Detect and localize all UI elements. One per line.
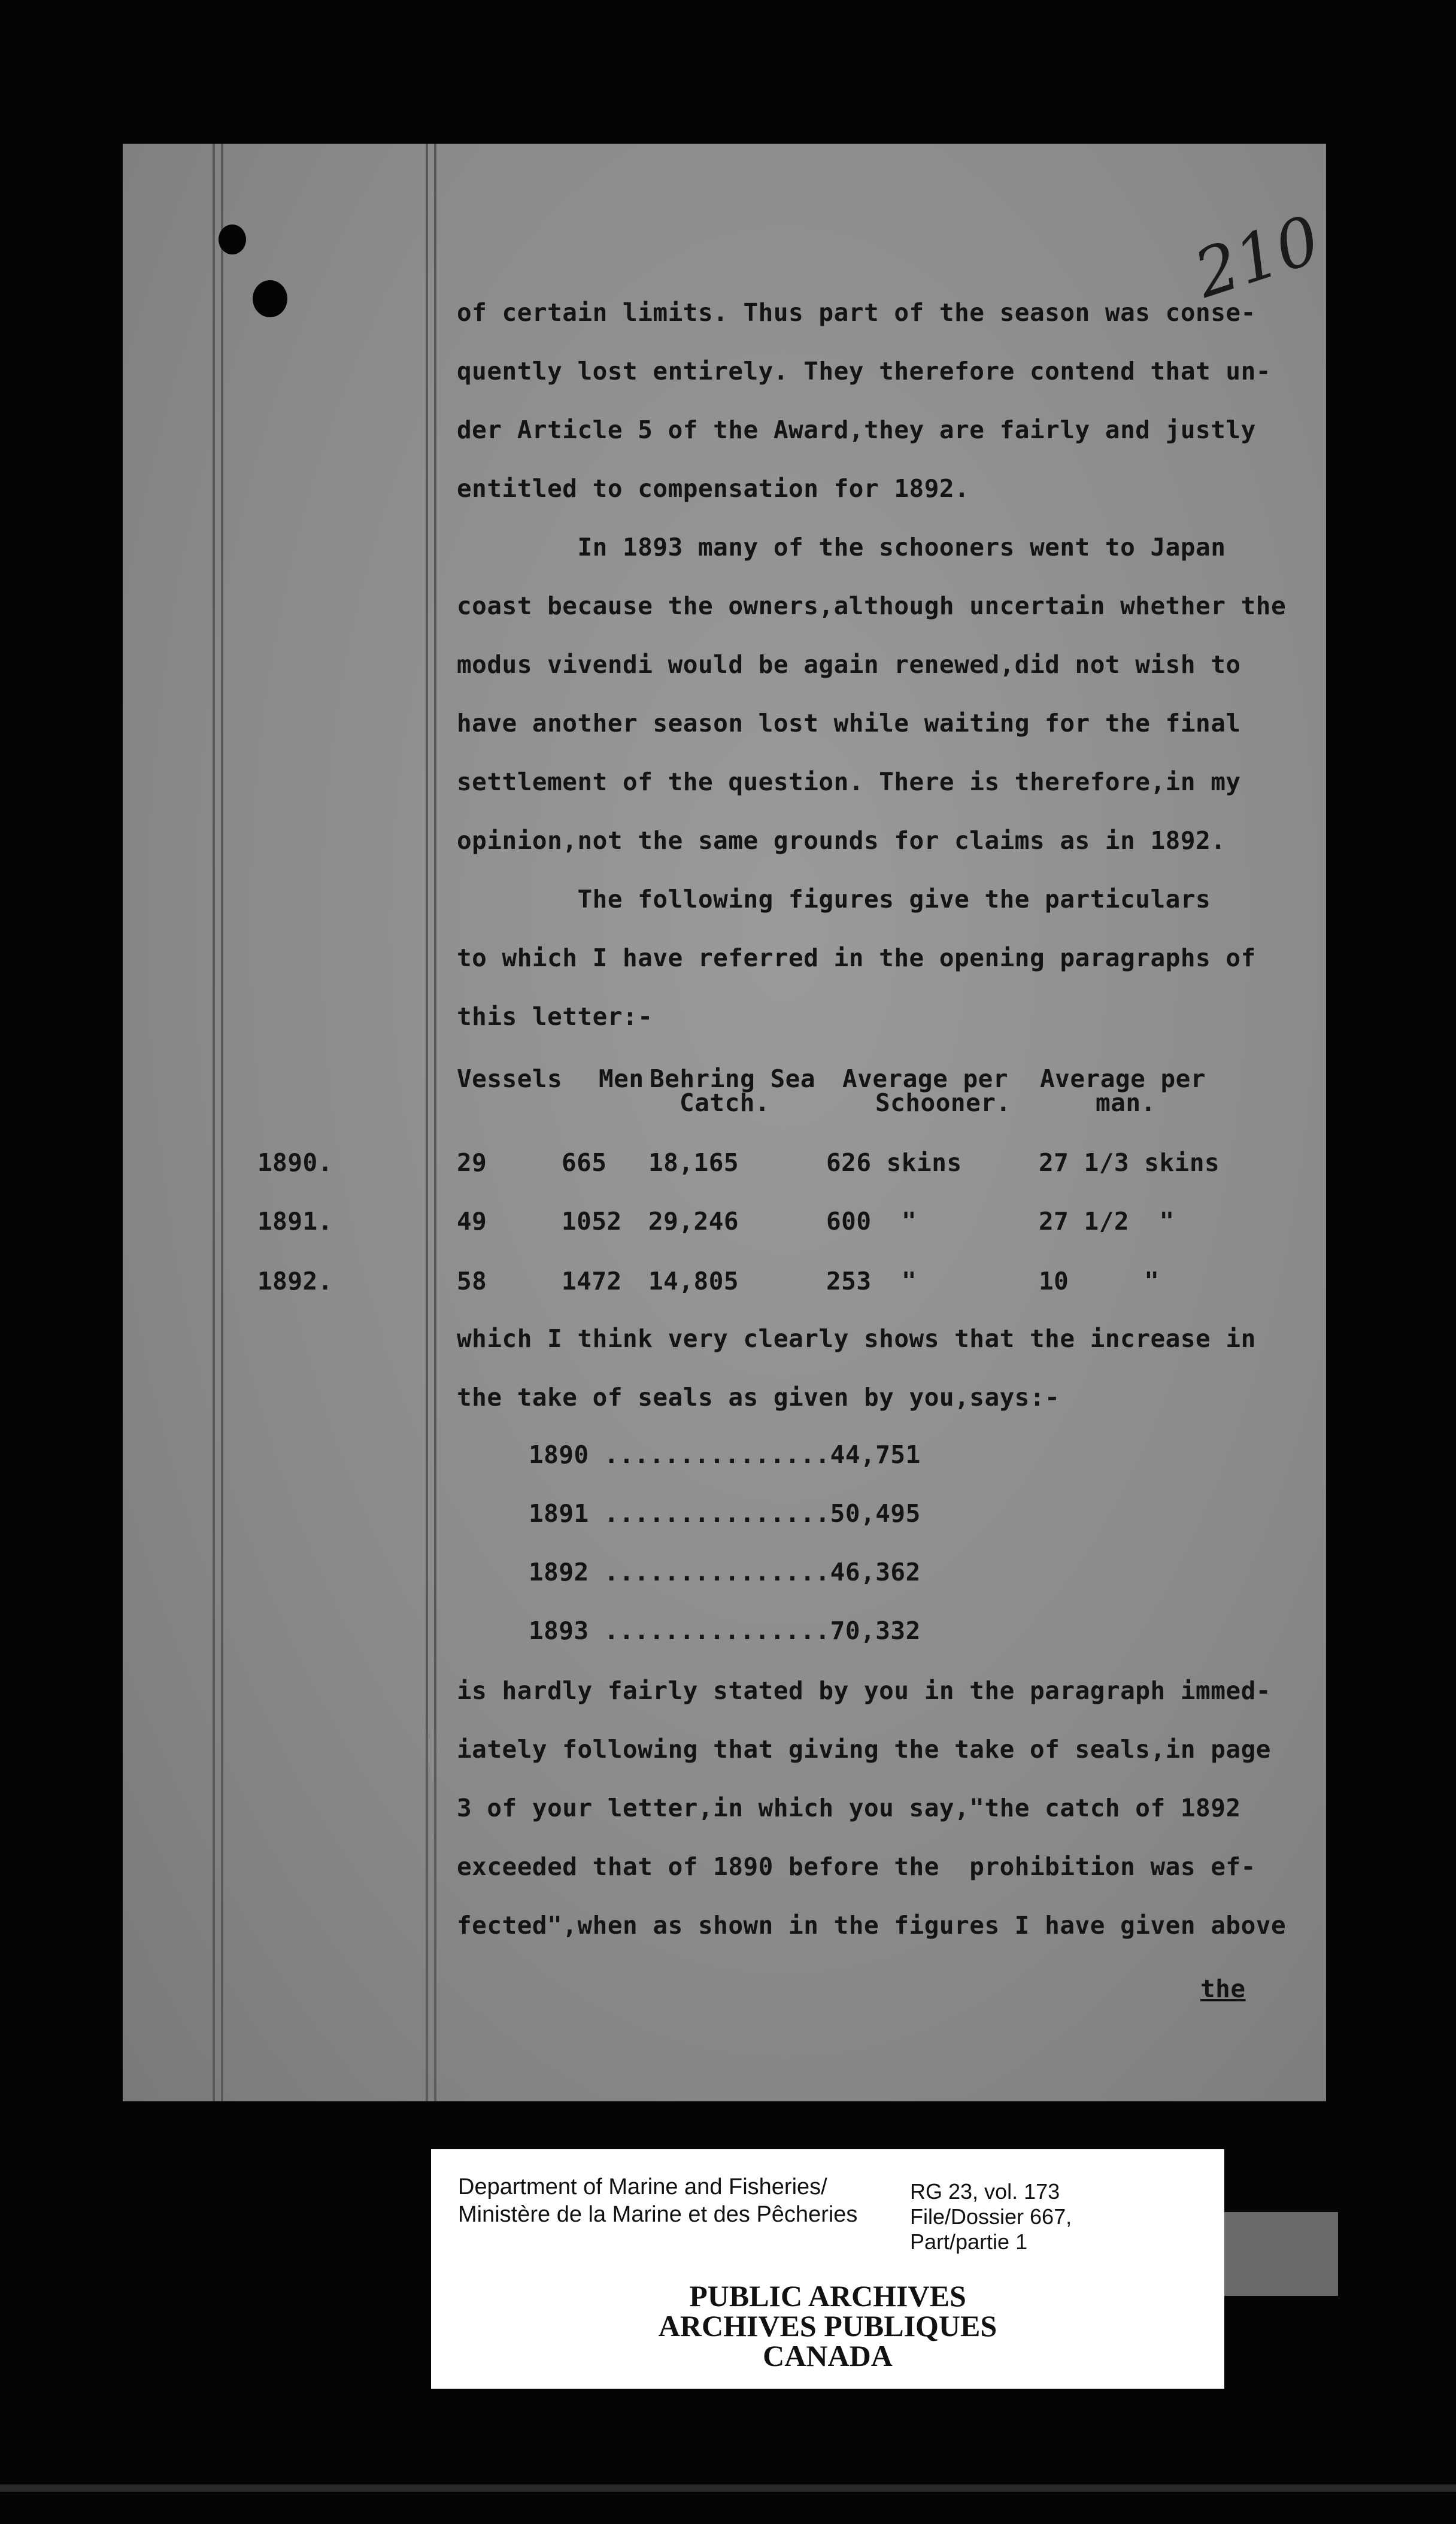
dept-en: Department of Marine and Fisheries/: [458, 2174, 827, 2200]
margin-rule-2: [221, 144, 223, 2101]
film-tab: [1224, 2212, 1338, 2296]
folio-number: 210: [1185, 201, 1329, 313]
film-edge: [0, 2484, 1456, 2492]
text-line: exceeded that of 1890 before the prohibition was ef-: [457, 1852, 1256, 1881]
text-line: fected",when as shown in the figures I have given above: [457, 1911, 1287, 1940]
row-men: 1472: [562, 1267, 622, 1296]
header-avg-schooner: Average per: [842, 1064, 1009, 1093]
row-catch: 29,246: [648, 1207, 739, 1236]
punch-hole-top: [219, 225, 246, 254]
margin-rule-1: [213, 144, 215, 2101]
header-men: Men: [599, 1064, 644, 1093]
header-avg-man: Average per: [1040, 1064, 1206, 1093]
row-year: 1892.: [257, 1267, 333, 1296]
archive-en: PUBLIC ARCHIVES: [689, 2279, 966, 2313]
header-vessels: Vessels: [457, 1064, 563, 1093]
header-schooner: Schooner.: [875, 1088, 1011, 1117]
row-catch: 14,805: [648, 1267, 739, 1296]
take-entry: 1891 ...............50,495: [529, 1499, 921, 1528]
header-man: man.: [1096, 1088, 1156, 1117]
row-vessels: 49: [457, 1207, 487, 1236]
text-line: quently lost entirely. They therefore contend that un-: [457, 357, 1271, 386]
row-year: 1891.: [257, 1207, 333, 1236]
text-line: is hardly fairly stated by you in the paragraph immed-: [457, 1676, 1271, 1705]
document-page: [123, 144, 1329, 2101]
take-entry: 1892 ...............46,362: [529, 1558, 921, 1586]
margin-rule-3: [426, 144, 428, 2101]
archive-label: [431, 2149, 1224, 2389]
text-line: In 1893 many of the schooners went to Japan: [457, 533, 1226, 562]
row-vessels: 29: [457, 1148, 487, 1177]
text-line: of certain limits. Thus part of the season was conse-: [457, 298, 1256, 327]
row-year: 1890.: [257, 1148, 333, 1177]
ref-line-3: Part/partie 1: [910, 2229, 1028, 2254]
text-line: to which I have referred in the opening paragraphs of: [457, 944, 1256, 972]
text-line: coast because the owners,although uncertain whether the: [457, 591, 1287, 620]
text-line: this letter:-: [457, 1002, 653, 1031]
punch-hole-bottom: [253, 280, 287, 317]
text-line: iately following that giving the take of seals,in page: [457, 1735, 1271, 1764]
text-line: The following figures give the particulars: [457, 885, 1211, 914]
take-entry: 1890 ...............44,751: [529, 1440, 921, 1469]
archive-fr: ARCHIVES PUBLIQUES: [658, 2309, 997, 2343]
dept-fr: Ministère de la Marine et des Pêcheries: [458, 2202, 858, 2227]
archive-title-block: [431, 2281, 1224, 2371]
row-men: 1052: [562, 1207, 622, 1236]
take-entry: 1893 ...............70,332: [529, 1616, 921, 1645]
row-avg-man: 27 1/2 ": [1039, 1207, 1175, 1236]
row-avg-schooner: 600 ": [826, 1207, 917, 1236]
row-avg-schooner: 253 ": [826, 1267, 917, 1296]
header-behring: Behring Sea: [650, 1064, 816, 1093]
header-catch: Catch.: [680, 1088, 771, 1117]
margin-rule-4: [434, 144, 436, 2101]
catchword: the: [1200, 1974, 1246, 2003]
text-line: der Article 5 of the Award,they are fairly and justly: [457, 415, 1256, 444]
row-men: 665: [562, 1148, 607, 1177]
archive-country: CANADA: [763, 2339, 893, 2373]
text-line: the take of seals as given by you,says:-: [457, 1383, 1060, 1412]
text-line: entitled to compensation for 1892.: [457, 474, 970, 503]
text-line: 3 of your letter,in which you say,"the catch of 1892: [457, 1794, 1241, 1822]
text-line: opinion,not the same grounds for claims as in 1892.: [457, 826, 1226, 855]
dept-block: [458, 2173, 857, 2228]
row-avg-schooner: 626 skins: [826, 1148, 962, 1177]
text-line: have another season lost while waiting for the final: [457, 709, 1241, 738]
row-avg-man: 10 ": [1039, 1267, 1160, 1296]
ref-line-1: RG 23, vol. 173: [910, 2179, 1060, 2204]
text-line: modus vivendi would be again renewed,did not wish to: [457, 650, 1241, 679]
ref-block: [910, 2179, 1072, 2255]
text-line: settlement of the question. There is therefore,in my: [457, 767, 1241, 796]
ref-line-2: File/Dossier 667,: [910, 2204, 1072, 2229]
text-line: which I think very clearly shows that the increase in: [457, 1324, 1256, 1353]
row-vessels: 58: [457, 1267, 487, 1296]
row-catch: 18,165: [648, 1148, 739, 1177]
row-avg-man: 27 1/3 skins: [1039, 1148, 1220, 1177]
